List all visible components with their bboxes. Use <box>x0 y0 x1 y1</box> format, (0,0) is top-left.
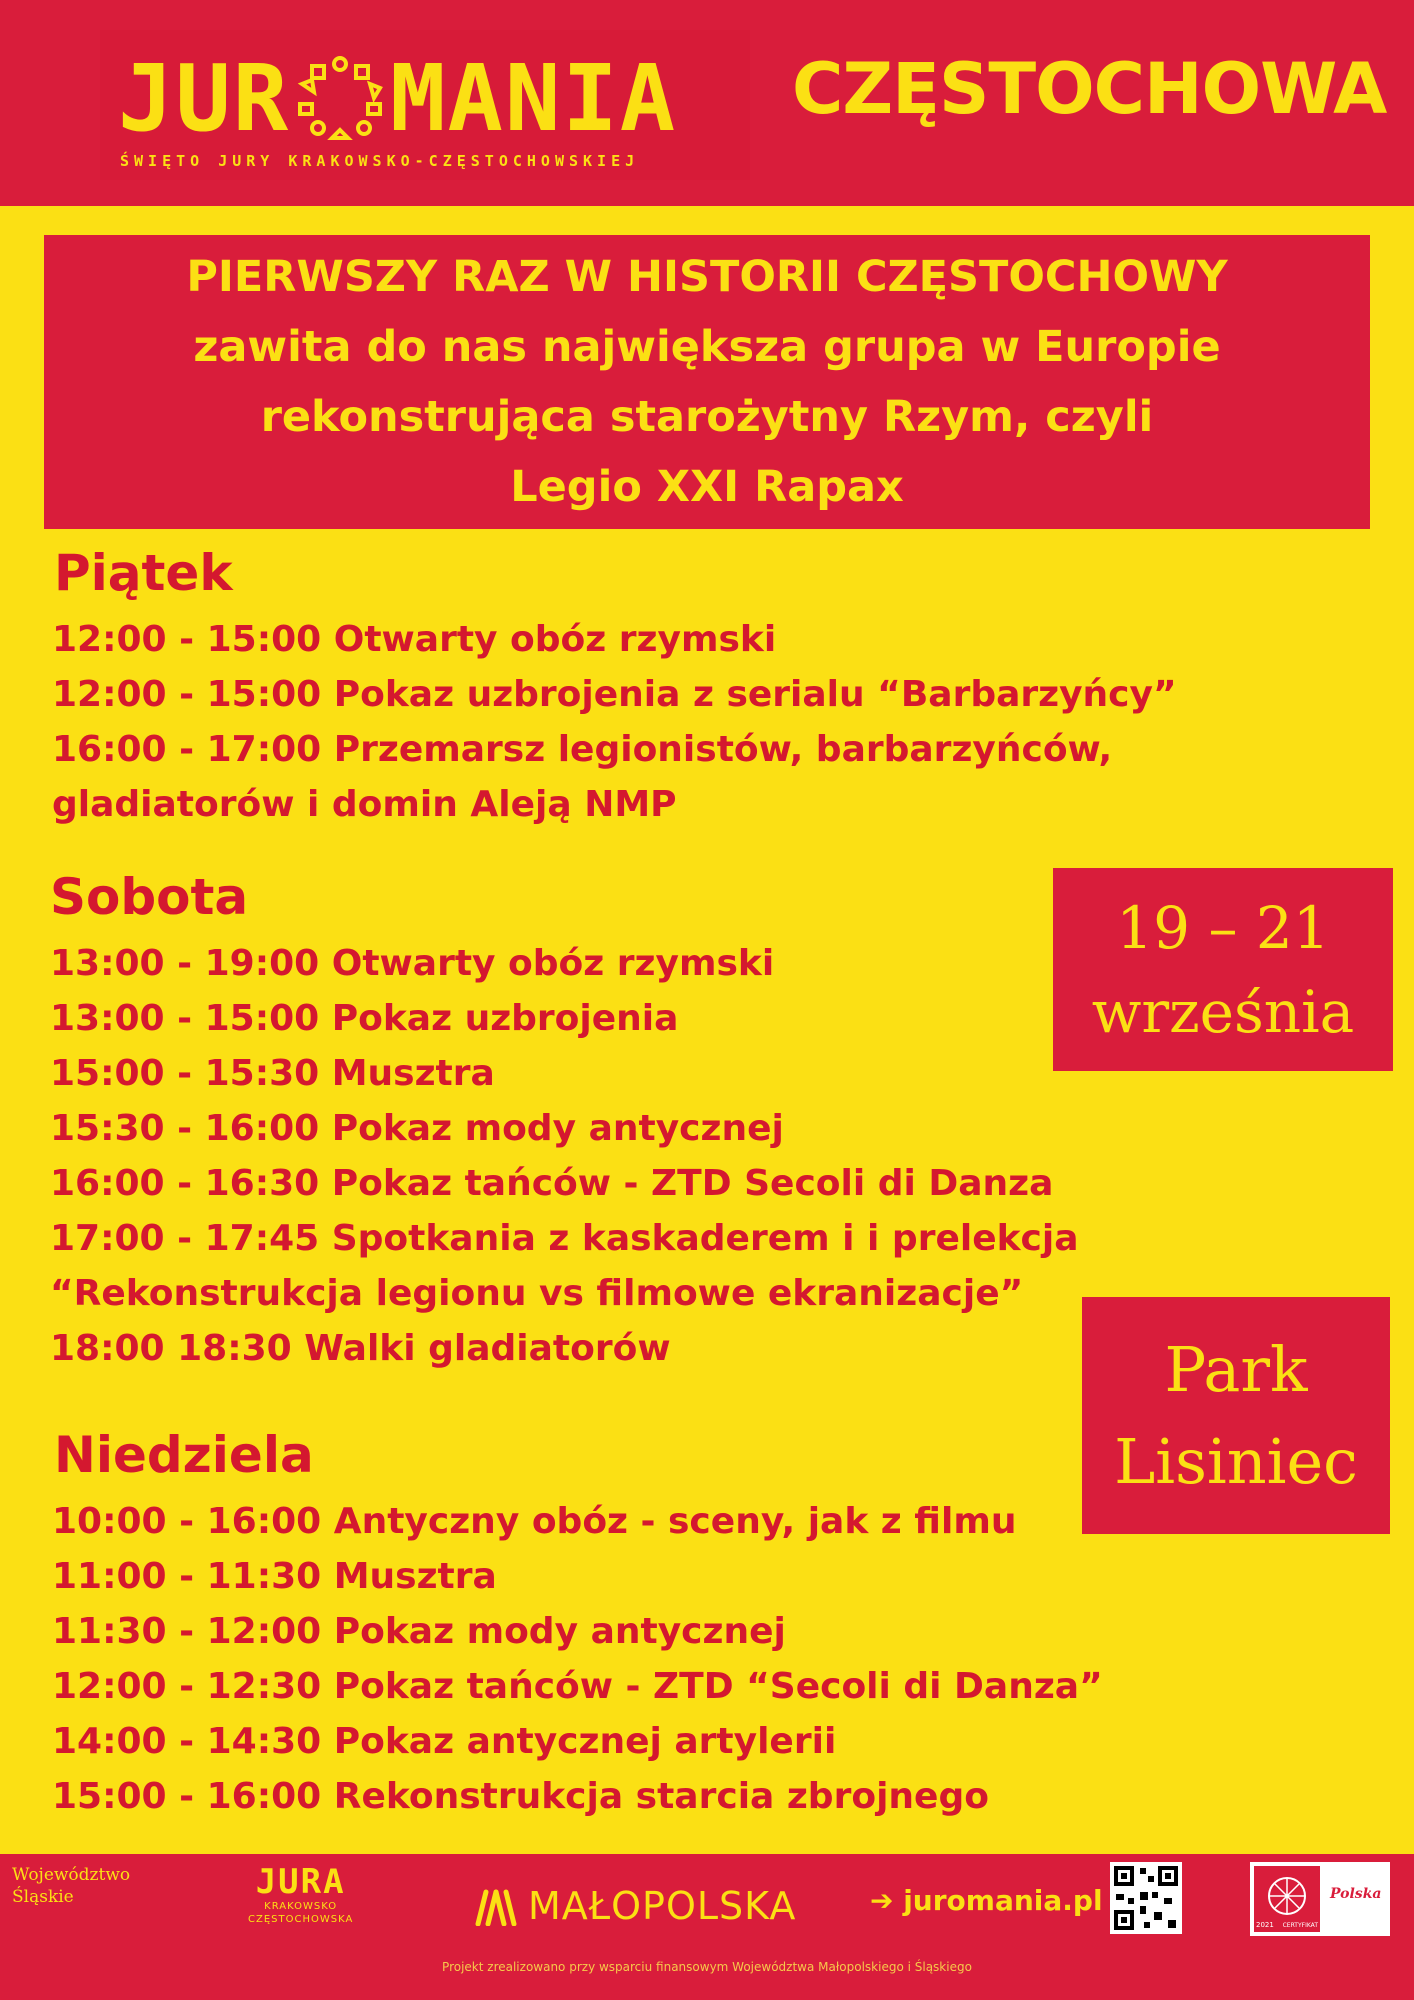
schedule-item: 13:00 - 19:00 Otwarty obóz rzymski <box>50 943 775 984</box>
polska-logo: Polska <box>1330 1886 1382 1902</box>
logo-tagline: ŚWIĘTO JURY KRAKOWSKO-CZĘSTOCHOWSKIEJ <box>120 152 640 170</box>
schedule-item: 10:00 - 16:00 Antyczny obóz - sceny, jak z filmu <box>52 1501 1017 1542</box>
certificate-icon <box>1254 1866 1320 1932</box>
intro-line: zawita do nas największa grupa w Europie <box>193 322 1221 372</box>
friday-title: Piątek <box>54 544 233 602</box>
juromania-logo <box>100 30 750 180</box>
date-month: września <box>1091 977 1355 1046</box>
funding-note: Projekt zrealizowano przy wsparciu finansowym Województwa Małopolskiego i Śląskiego <box>442 1960 972 1974</box>
jura-logo <box>248 1864 353 1926</box>
malopolska-text: MAŁOPOLSKA <box>528 1884 797 1928</box>
schedule-item: “Rekonstrukcja legionu vs filmowe ekranizacje” <box>50 1273 1024 1314</box>
cert-year: 2021 <box>1256 1921 1274 1929</box>
schedule-item: 12:00 - 12:30 Pokaz tańców - ZTD “Secoli di Danza” <box>52 1666 1103 1707</box>
intro-box <box>44 235 1370 529</box>
schedule-item: 12:00 - 15:00 Otwarty obóz rzymski <box>52 619 777 660</box>
wreath-emblem-icon <box>294 52 386 144</box>
malopolska-logo <box>474 1884 796 1928</box>
schedule-item: 17:00 - 17:45 Spotkania z kaskaderem i i prelekcja <box>50 1218 1079 1259</box>
voivodeship-line: Śląskie <box>12 1887 74 1907</box>
saturday-title: Sobota <box>50 868 249 926</box>
schedule-item: 15:30 - 16:00 Pokaz mody antycznej <box>50 1108 784 1149</box>
cert-label: CERTYFIKAT <box>1282 1922 1318 1929</box>
schedule-item: 11:30 - 12:00 Pokaz mody antycznej <box>52 1611 786 1652</box>
jura-logo-sub: CZĘSTOCHOWSKA <box>248 1914 354 1925</box>
schedule-item: 12:00 - 15:00 Pokaz uzbrojenia z serialu “Barbarzyńcy” <box>52 674 1177 715</box>
schedule-item: 15:00 - 15:30 Musztra <box>50 1053 495 1094</box>
intro-line: PIERWSZY RAZ W HISTORII CZĘSTOCHOWY <box>186 252 1228 302</box>
voivodeship-line: Województwo <box>12 1865 131 1885</box>
logo-text-left: JUR <box>118 44 291 152</box>
place-line: Lisiniec <box>1114 1424 1358 1498</box>
jura-logo-sub: KRAKOWSKO <box>264 1901 338 1912</box>
footer-bar <box>0 1854 1414 2000</box>
place-line: Park <box>1164 1332 1308 1406</box>
website-link[interactable]: ➔ juromania.pl <box>870 1884 1103 1917</box>
schedule-item: 11:00 - 11:30 Musztra <box>52 1556 497 1597</box>
qr-code-icon[interactable] <box>1110 1862 1182 1934</box>
schedule-item: 18:00 18:30 Walki gladiatorów <box>50 1328 671 1369</box>
intro-line: Legio XXI Rapax <box>510 462 904 512</box>
malopolska-logo-icon <box>474 1886 520 1926</box>
schedule-item: 16:00 - 17:00 Przemarsz legionistów, barbarzyńców, <box>52 729 1113 770</box>
saturday-schedule <box>50 936 1079 1376</box>
schedule-item: 16:00 - 16:30 Pokaz tańców - ZTD Secoli di Danza <box>50 1163 1054 1204</box>
header-banner <box>0 0 1414 206</box>
schedule-item: 13:00 - 15:00 Pokaz uzbrojenia <box>50 998 679 1039</box>
city-title: CZĘSTOCHOWA <box>792 48 1387 130</box>
logo-text-right: MANIA <box>390 44 678 152</box>
place-badge <box>1082 1297 1390 1534</box>
voivodeship-logo <box>12 1864 130 1908</box>
date-range: 19 – 21 <box>1116 893 1330 962</box>
sunday-schedule <box>52 1494 1103 1824</box>
friday-schedule <box>52 612 1177 832</box>
logo-wordmark <box>118 44 678 152</box>
schedule-item: 15:00 - 16:00 Rekonstrukcja starcia zbrojnego <box>52 1776 989 1817</box>
intro-line: rekonstrująca starożytny Rzym, czyli <box>260 392 1154 442</box>
certificate-badge <box>1250 1862 1390 1936</box>
sunday-title: Niedziela <box>54 1426 314 1484</box>
date-badge <box>1053 868 1393 1071</box>
schedule-item: 14:00 - 14:30 Pokaz antycznej artylerii <box>52 1721 837 1762</box>
jura-logo-title: JURA <box>255 1862 346 1902</box>
schedule-item: gladiatorów i domin Aleją NMP <box>52 784 677 825</box>
